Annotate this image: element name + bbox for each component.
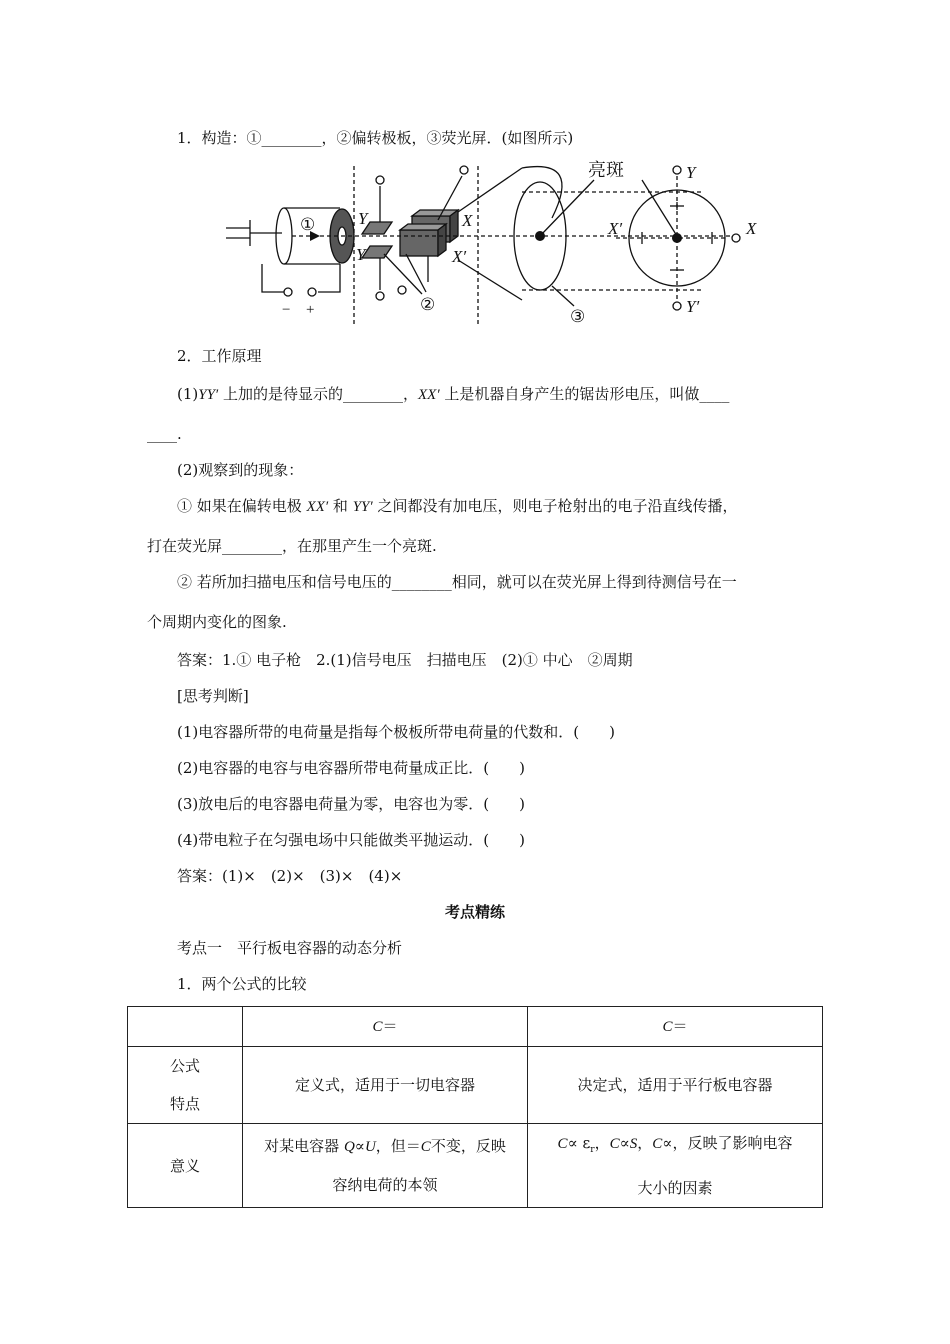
- answer-1: 答案：1.① 电子枪 2.(1)信号电压 扫描电压 (2)① 中心 ②周期: [177, 651, 633, 669]
- label-spot: 亮斑: [588, 160, 624, 181]
- label-plate-y: Y: [358, 209, 368, 228]
- principle-p2: (2)观察到的现象：: [177, 461, 304, 479]
- section-title-principle: 2．工作原理: [177, 347, 262, 365]
- terminal-y-bottom: [376, 292, 384, 300]
- terminal-screen-x: [732, 234, 740, 242]
- principle-p3: ① 如果在偏转电极 XX′ 和 YY′ 之间都没有加电压，则电子枪射出的电子沿直线传播，: [177, 497, 738, 515]
- think-q2: (2)电容器的电容与电容器所带电荷量成正比．( ): [177, 759, 525, 777]
- think-q1: (1)电容器所带的电荷量是指每个极板所带电荷量的代数和．( ): [177, 723, 615, 741]
- table-row: [128, 1047, 823, 1124]
- principle-p4: ② 若所加扫描电压和信号电压的________相同，就可以在荧光屏上得到待测信号在一: [177, 573, 737, 591]
- think-q3: (3)放电后的电容器电荷量为零，电容也为零．( ): [177, 795, 525, 813]
- table-row: [128, 1124, 823, 1208]
- terminal-screen-y-prime: [673, 302, 681, 310]
- practice-heading: 考点精练: [444, 903, 505, 921]
- spot-side: [535, 231, 545, 241]
- principle-p1: (1)YY′ 上加的是待显示的________，XX′ 上是机器自身产生的锯齿形电压，叫做____: [177, 385, 730, 403]
- table-header-definition: C＝: [243, 1007, 528, 1047]
- terminal-x-top: [460, 166, 468, 174]
- tube-lower: [458, 260, 522, 300]
- terminal-screen-y: [673, 166, 681, 174]
- table-label-meaning: 意义: [128, 1124, 243, 1208]
- tube-upper: [458, 168, 522, 212]
- label-3: ③: [570, 307, 586, 326]
- cathode-connector: [226, 220, 282, 246]
- label-plate-y-prime: Y: [356, 245, 366, 264]
- terminal-plus: [308, 288, 316, 296]
- table-cell-decision-meaning: $C\propto \varepsilon_r$，C∝S，C∝，反映了影响电容 大小的因素: [528, 1124, 823, 1208]
- table-row: [128, 1007, 823, 1047]
- label-1: ①: [300, 215, 316, 234]
- battery-wiring: [262, 264, 340, 292]
- table-cell-decision-feature: 决定式，适用于平行板电容器: [528, 1047, 823, 1124]
- think-q4: (4)带电粒子在匀强电场中只能做类平抛运动．( ): [177, 831, 525, 849]
- terminal-y-top: [376, 176, 384, 184]
- think-answer: 答案：(1)× (2)× (3)× (4)×: [177, 867, 403, 885]
- terminal-x-bottom: [398, 286, 406, 294]
- table-label-feature: 公式 特点: [128, 1047, 243, 1124]
- plate-x-prime: [400, 230, 438, 256]
- label-screen-x: X: [746, 219, 757, 238]
- formula-comparison-table: [127, 1006, 823, 1208]
- label-screen-y: Y: [686, 163, 696, 182]
- table-cell-definition-feature: 定义式，适用于一切电容器: [243, 1047, 528, 1124]
- label-screen-y-prime: Y′: [686, 297, 700, 316]
- oscilloscope-diagram: [222, 158, 762, 328]
- plate-y-prime: [362, 246, 392, 258]
- principle-p1-cont: ____.: [147, 425, 182, 443]
- construct-line: 1．构造：①________，②偏转极板，③荧光屏．(如图所示): [177, 129, 574, 147]
- label-plate-x: X: [462, 211, 473, 230]
- principle-p3-cont: 打在荧光屏________，在那里产生一个亮斑.: [147, 537, 437, 555]
- practice-sub1: 1．两个公式的比较: [177, 975, 307, 993]
- label-plate-x-prime: X′: [452, 247, 467, 266]
- label-screen-x-prime: X′: [608, 219, 623, 238]
- gun-cylinder-front: [276, 208, 292, 264]
- table-corner-cell: [128, 1007, 243, 1047]
- spot-front: [672, 233, 682, 243]
- label-minus: −: [282, 302, 291, 318]
- think-title: [思考判断]: [177, 687, 249, 705]
- label-2: ②: [420, 295, 436, 314]
- practice-point1: 考点一 平行板电容器的动态分析: [177, 939, 403, 957]
- label-plus: +: [306, 302, 315, 318]
- terminal-minus: [284, 288, 292, 296]
- table-cell-definition-meaning: 对某电容器 Q∝U，但＝C不变，反映 容纳电荷的本领: [243, 1124, 528, 1208]
- principle-p4-cont: 个周期内变化的图象.: [147, 613, 287, 631]
- table-header-decision: C＝: [528, 1007, 823, 1047]
